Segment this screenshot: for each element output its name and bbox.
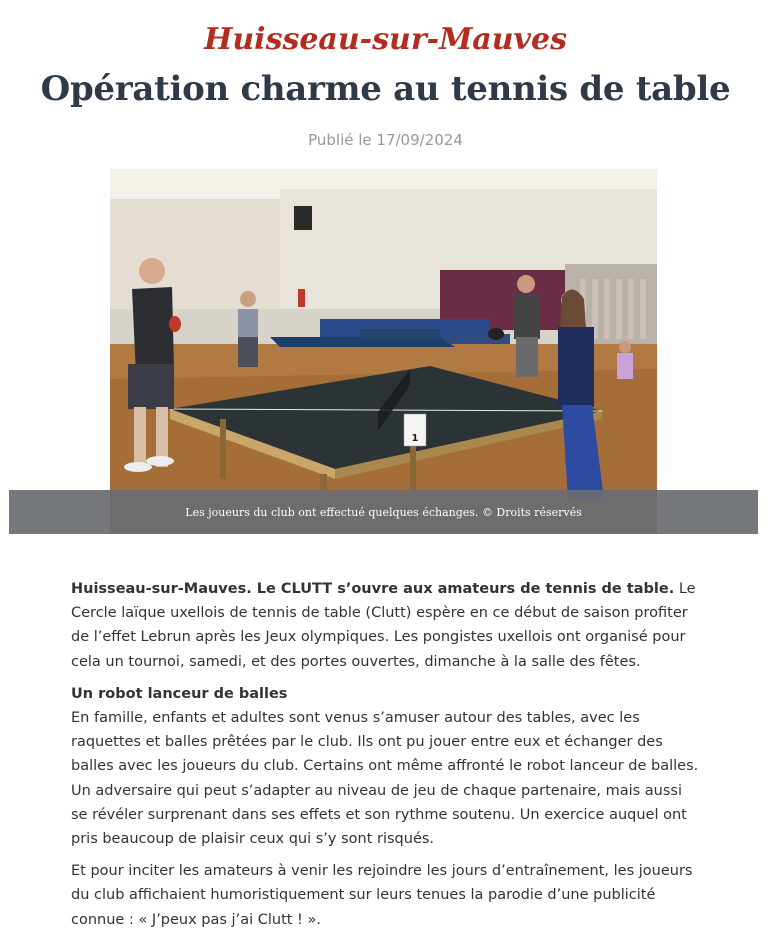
lead-bold: Huisseau-sur-Mauves. Le CLUTT s’ouvre aux amateurs de tennis de table. [71, 581, 675, 597]
article-photo[interactable] [110, 169, 657, 534]
table-number: 1 [411, 433, 419, 444]
article-subheading: Un robot lanceur de balles [71, 685, 288, 702]
article-title: Opération charme au tennis de table [40, 69, 731, 109]
photo-caption: Les joueurs du club ont effectué quelques échanges. © Droits réservés [185, 505, 582, 519]
table-tennis-photo [110, 169, 657, 534]
article-paragraph: En famille, enfants et adultes sont venus s’amuser autour des tables, avec les raquettes et balles prêtées par le club. Ils ont pu jouer entre eux et échanger des balles avec les joueurs du club. Certains ont même affronté le robot lanceur de balles. Un adversaire qui peut s’adapter au niveau de jeu de chaque partenaire, mais aussi se révéler surprenant dans ses effets et son rythme soutenu. Un exercice auquel ont pris beaucoup de plaisir ceux qui s’y sont risqués. [71, 710, 699, 848]
publish-date: Publié le 17/09/2024 [308, 131, 463, 149]
lead-text: Le Cercle laïque uxellois de tennis de table (Clutt) espère en ce début de saison profiter de l’effet Lebrun après les Jeux olympiques. Les pongistes uxellois ont organisé pour cela un tournoi, samedi, et des portes ouvertes, dimanche à la salle des fêtes. [71, 581, 696, 670]
article-body [71, 577, 703, 940]
article-kicker: Huisseau-sur-Mauves [204, 22, 567, 57]
article-paragraph: Et pour inciter les amateurs à venir les rejoindre les jours d’entraînement, les joueurs du club affichaient humoristiquement sur leurs tenues la parodie d’une publicité connue : « J’peux pas j’ai Clutt ! ». [71, 863, 693, 928]
lead-paragraph [71, 577, 703, 674]
